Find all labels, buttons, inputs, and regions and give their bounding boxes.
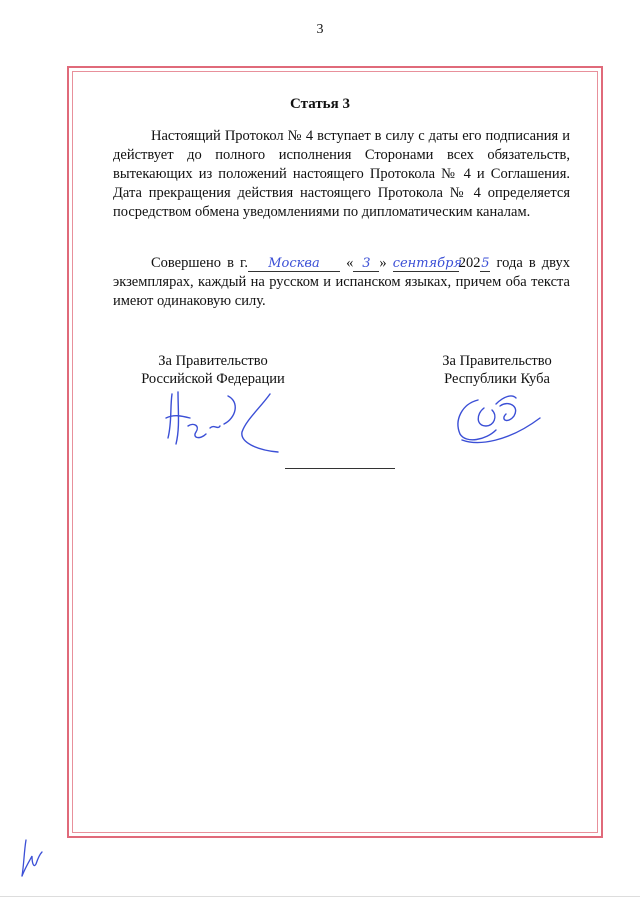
signature-cuba bbox=[448, 390, 543, 452]
handwritten-month: сентября bbox=[392, 256, 463, 271]
signatory-cuba-line2: Республики Куба bbox=[444, 371, 550, 387]
execution-prefix: Совершено в г. bbox=[151, 255, 248, 271]
handwritten-year-digit: 5 bbox=[481, 256, 490, 271]
page-bottom-edge bbox=[0, 896, 640, 897]
page-initial-mark bbox=[18, 836, 44, 880]
signatory-russia-line1: За Правительство bbox=[158, 353, 268, 369]
close-quote: » bbox=[379, 255, 393, 271]
divider-line bbox=[285, 468, 395, 469]
signature-russia bbox=[160, 388, 290, 458]
year-prefix: 202 bbox=[458, 255, 481, 271]
handwritten-day: 3 bbox=[353, 256, 379, 272]
article-title: Статья 3 bbox=[290, 96, 350, 112]
page-number: 3 bbox=[316, 22, 324, 37]
handwritten-city: Москва bbox=[248, 256, 340, 272]
signatory-russia-line2: Российской Федерации bbox=[141, 371, 285, 387]
article-paragraph: Настоящий Протокол № 4 вступает в силу с даты его подписания и действует до полного исполнения Сторонами всех обязательств, вытекающих из положений настоящего Протокола № 4 и Соглашения. Дата прекращения действия настоящего Протокола № 4 определяется посредством обмена уведомлениями по дипломатическим каналам. bbox=[113, 128, 570, 220]
signatory-cuba bbox=[432, 352, 562, 388]
execution-rest: года в двух экземплярах, каждый на русском и испанском языках, причем оба текста имеют одинаковую силу. bbox=[113, 255, 571, 309]
execution-paragraph bbox=[113, 254, 570, 311]
signatory-cuba-line1: За Правительство bbox=[442, 353, 552, 369]
signatory-russia bbox=[128, 352, 298, 388]
open-quote: « bbox=[339, 255, 354, 271]
